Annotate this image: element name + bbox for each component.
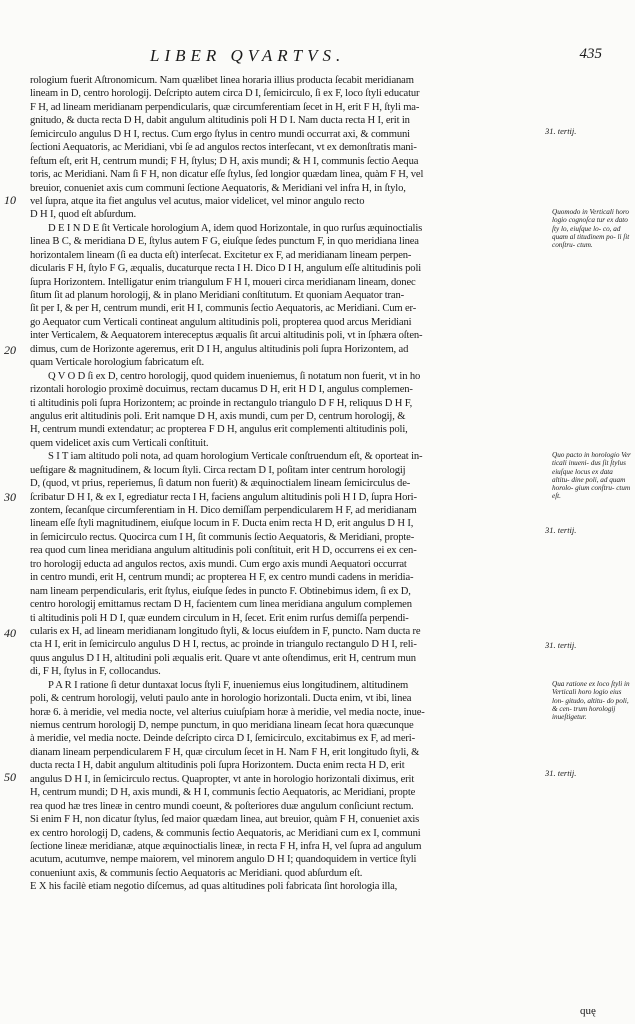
text-line: quam Verticale horologium fabricatum eſt. <box>30 357 204 369</box>
text-line: rea quod cum linea meridiana angulum altitudinis poli conſtituit, erit H D, occurrens ei ex cen- <box>30 545 417 557</box>
text-line: gnitudo, & ducta recta D H, dabit angulum altitudinis poli H D I. Nam ducta recta H I, erit in <box>30 115 410 127</box>
running-title: LIBER QVARTVS. <box>150 46 346 65</box>
text-line: ſitum ſit ad planum horologij, & in plano Meridiani conſtitutum. Et quoniam Aequator tran- <box>30 290 404 301</box>
text-line: rologium fuerit Aſtronomicum. Nam quælibet linea horaria illius producta ſecabit meridianam <box>30 75 414 86</box>
text-line: dicularis F H, ſtylo F G, æqualis, ducaturque recta I H. Dico D I H, angulum eſſe altitudinis poli <box>30 263 422 275</box>
text-line: centro horologij emittamus rectam D H, facientem cum linea meridiana angulum complemen <box>30 599 412 611</box>
text-line: di, F H, ſtylus in F, collocandus. <box>30 666 161 678</box>
text-line: angulus D H I, in ſemicirculo rectus. Quapropter, vt ante in horologio horizontali diximus, erit <box>30 773 415 785</box>
text-line: S I T iam altitudo poli nota, ad quam horologium Verticale conſtruendum eſt, & oporteat in- <box>48 451 423 463</box>
text-line: acutum, acutumve, nempe maiorem, vel minorem angulo D H I; quandoquidem in vertice ſtyli <box>30 854 417 866</box>
text-line: lineam in D, centro horologij. Deſcripto autem circa D I, ſemicirculo, ſi ex F, loco ſtyli educatur <box>30 88 420 100</box>
text-line: ti altitudinis poli ſupra Horizontem; ac proinde in rectangulo triangulo D F H, reliquus D H F, <box>30 397 413 409</box>
margin-note-style-length: Qua ratione ex loco ſtyli in Verticali horo logio eius lon- gitudo, altitu- do poli, & cen- trum horologij inueſtigetur. <box>552 680 630 722</box>
text-line: P A R I ratione ſi detur duntaxat locus ſtyli F, inueniemus eius longitudinem, altitudinem <box>48 679 409 691</box>
text-line: ueſtigare & magnitudinem, & locum ſtyli. Circa rectam D I, poſitam inter centrum horologij <box>30 464 406 476</box>
text-line: angulus erit altitudinis poli. Erit namque D H, axis mundi, cum per D, centrum horologij, & <box>30 410 406 422</box>
text-line: à meridie, vel media nocte. Deinde deſcripto circa D I, ſemicirculo, excitabimus ex F, ad meri- <box>30 733 415 745</box>
text-line: ſcribatur D H I, & ex I, egrediatur recta I H, faciens angulum altitudinis poli H I D, ſupra Hori- <box>30 491 417 503</box>
line-number-30: 30 <box>4 490 16 504</box>
text-line: D H I, quod eſt abſurdum. <box>30 209 136 221</box>
margin-note-vertical-dial: Quomodo in Verticali horo logio cognoſca tur ex dato ſty lo, eiuſque lo- co, ad quam al titudinem po- li ſit conſtru- ctum. <box>552 208 630 250</box>
text-line: cularis ex H, ad lineam meridianam longitudo ſtyli, & locus eiuſdem in F, puncto. Nam ducta re <box>30 625 421 637</box>
text-line: Q V O D ſi ex D, centro horologij, quod quidem inueniemus, ſi notatum non fuerit, vt in ho <box>48 370 421 382</box>
text-line: feſtum eſt, erit H, centrum mundi; F H, ſtylus; D H, axis mundi; & H I, communis ſectio Aequa <box>30 155 419 167</box>
text-line: ſit per I, & per H, centrum mundi, erit H I, communis ſectio Aequatoris, ac Meridiani. Cum er- <box>30 303 417 315</box>
margin-note-style-location: Quo pacto in horologio Ver ticali inueni- dus ſit ſtylus eiuſque locus ex data altitu- dine poli, ad quam horolo- gium conſtru- ctum eſt. <box>552 451 631 501</box>
text-line: go Aequator cum Verticali contineat angulum altitudinis poli, propterea quod arcus Meridiani <box>30 316 412 328</box>
text-line: E X his facilè etiam negotio diſcemus, ad quas altitudines poli fabricata ſint horologia illa, <box>30 881 398 893</box>
margin-reference: 31. tertij. <box>545 126 577 136</box>
text-line: quem videlicet axis cum Verticali conſtituit. <box>30 437 209 449</box>
text-line: H, centrum mundi extendatur; ac propterea F D H, angulus erit complementi altitudinis poli, <box>30 424 408 436</box>
line-number-40: 40 <box>4 626 16 640</box>
text-line: poli, & centrum horologij, veluti paulo ante in horologio horizontali. Ducta enim, vt ibi, linea <box>30 693 412 705</box>
page-number: 435 <box>579 46 602 62</box>
text-line: D, (quod, vt prius, reperiemus, ſi datum non fuerit) & æquinoctialem lineam ſemicirculus de- <box>30 478 411 490</box>
line-number-10: 10 <box>4 193 16 207</box>
text-line: inter Verticalem, & Aequatorem intereceptus æqualis ſit arcui altitudinis poli, vt in ſphæra oſten- <box>30 330 423 342</box>
text-line: niemus centrum horologij D, nempe punctum, in quo meridiana lineam ſecat hora quæcunque <box>30 720 414 731</box>
text-line: vel ſupra, atque ita fiet angulus vel acutus, maior videlicet, vel minor angulo recto <box>30 195 365 207</box>
text-line: lineam eſſe ſtyli magnitudinem, eiuſque locum in F. Ducta enim recta H D, erit angulus D H I, <box>30 518 414 530</box>
text-line: nam lineam perpendicularis, erit ſtylus, eiuſque ſedes in puncto F. Obtinebimus idem, ſi ex D, <box>30 585 411 597</box>
catchword: quę <box>580 1005 596 1017</box>
text-line: ti altitudinis poli H D I, quæ eundem circulum in H, ſecet. Erit enim rurſus demiſſa perpendi- <box>30 612 409 624</box>
text-line: H, centrum mundi; D H, axis mundi, & H I, communis ſectio Aequatoris, ac Meridiani, propte <box>30 787 416 799</box>
text-line: dianam lineam perpendicularem F H, quæ circulum ſecet in H. Nam F H, erit longitudo ſtyli, & <box>30 746 420 758</box>
text-line: ducta recta I H, dabit angulum altitudinis poli ſupra Horizontem. Ducta enim recta H D, erit <box>30 760 405 772</box>
text-line: D E I N D E ſit Verticale horologium A, idem quod Horizontale, in quo rurſus æquinoctialis <box>48 222 423 234</box>
body-text <box>30 74 534 894</box>
text-line: tro horologij educta ad angulos rectos, axis mundi. Cum ergo axis mundi Aequatori occurrat <box>30 558 407 570</box>
text-line: ex centro horologij D, cadens, & communis ſectio Aequatoris, ac Meridiani cum ex I, communi <box>30 827 421 839</box>
text-line: Si enim F H, non dicatur ſtylus, ſed maior quædam linea, aut breuior, quàm F H, conueniet axis <box>30 814 420 826</box>
text-line: ſectioni Aequatoris, ac Meridiani, vbi ſe ad angulos rectos interſecant, vt ex demonſtratis mani- <box>30 142 417 154</box>
margin-reference: 31. tertij. <box>545 525 577 535</box>
text-line: dimus, cum de Horizonte ageremus, erit D I H, angulus altitudinis poli ſupra Horizontem, ad <box>30 343 409 355</box>
text-line: rea quod hæ tres lineæ in centro mundi coeunt, & poſteriores duæ angulum conſiciunt rectum. <box>30 800 414 812</box>
text-line: cta H I, erit in ſemicirculo angulus D H I, rectus, ac proinde in triangulo rectangulo D H I, reli- <box>30 639 417 651</box>
text-line: ſupra Horizontem. Intelligatur enim triangulum F H I, moueri circa meridianam lineam, donec <box>30 276 416 288</box>
text-line: zontem, ſecanſque circumferentiam in H. Dico demiſſam perpendicularem H F, ad meridianam <box>30 505 417 516</box>
page-header <box>150 46 602 66</box>
text-line: horæ 6. à meridie, vel media nocte, vel alterius cuiuſpiam horæ à meridie, vel media nocte, inue- <box>30 706 425 718</box>
text-line: F H, ad lineam meridianam perpendicularis, quæ circumferentiam ſecet in H, erit F H, ſtyli ma- <box>30 101 420 113</box>
text-line: in centro mundi, erit H, centrum mundi; ac propterea H F, ex centro mundi cadens in meridia- <box>30 572 414 584</box>
text-line: toris, ac Meridiani. Nam ſi F H, non dicatur eſſe ſtylus, ſed longior quædam linea, quàm F H, vel <box>30 169 424 181</box>
text-line: quus angulus D I H, altitudini poli æqualis erit. Quare vt ante oſtendimus, erit H, centrum mun <box>30 652 416 664</box>
line-number-20: 20 <box>4 343 16 357</box>
text-line: rizontali horologio proximè docuimus, rectam ducamus D H, erit H D I, angulus complemen- <box>30 384 413 396</box>
text-line: horizontalem lineam (ſi ea ducta eſt) interſecat. Excitetur ex F, ad meridianam lineam perpen- <box>30 249 412 261</box>
text-line: breuior, conueniet axis cum communi ſectione Aequatoris, & Meridiani vel infra H, in ſtylo, <box>30 182 406 194</box>
text-line: ſemicirculo angulus D H I, rectus. Cum ergo ſtylus in centro mundi occurrat axi, & communi <box>30 128 410 140</box>
text-line: conueniunt axis, & communis ſectio Aequatoris ac Meridiani. quod abſurdum eſt. <box>30 867 363 879</box>
text-line: linea B C, & meridiana D E, ſtylus autem F G, eiuſque ſedes punctum F, in quo meridiana linea <box>30 236 419 248</box>
text-line: in ſemicirculo rectus. Quocirca cum I H, ſit communis ſectio Aequatoris, & Meridiani, propte- <box>30 531 415 543</box>
margin-reference: 31. tertij. <box>545 640 577 650</box>
text-line: ſectione lineæ meridianæ, atque æquinoctialis lineæ, in recta F H, infra H, vel ſupra ad angulum <box>30 840 422 852</box>
margin-reference: 31. tertij. <box>545 768 577 778</box>
line-number-50: 50 <box>4 770 16 784</box>
